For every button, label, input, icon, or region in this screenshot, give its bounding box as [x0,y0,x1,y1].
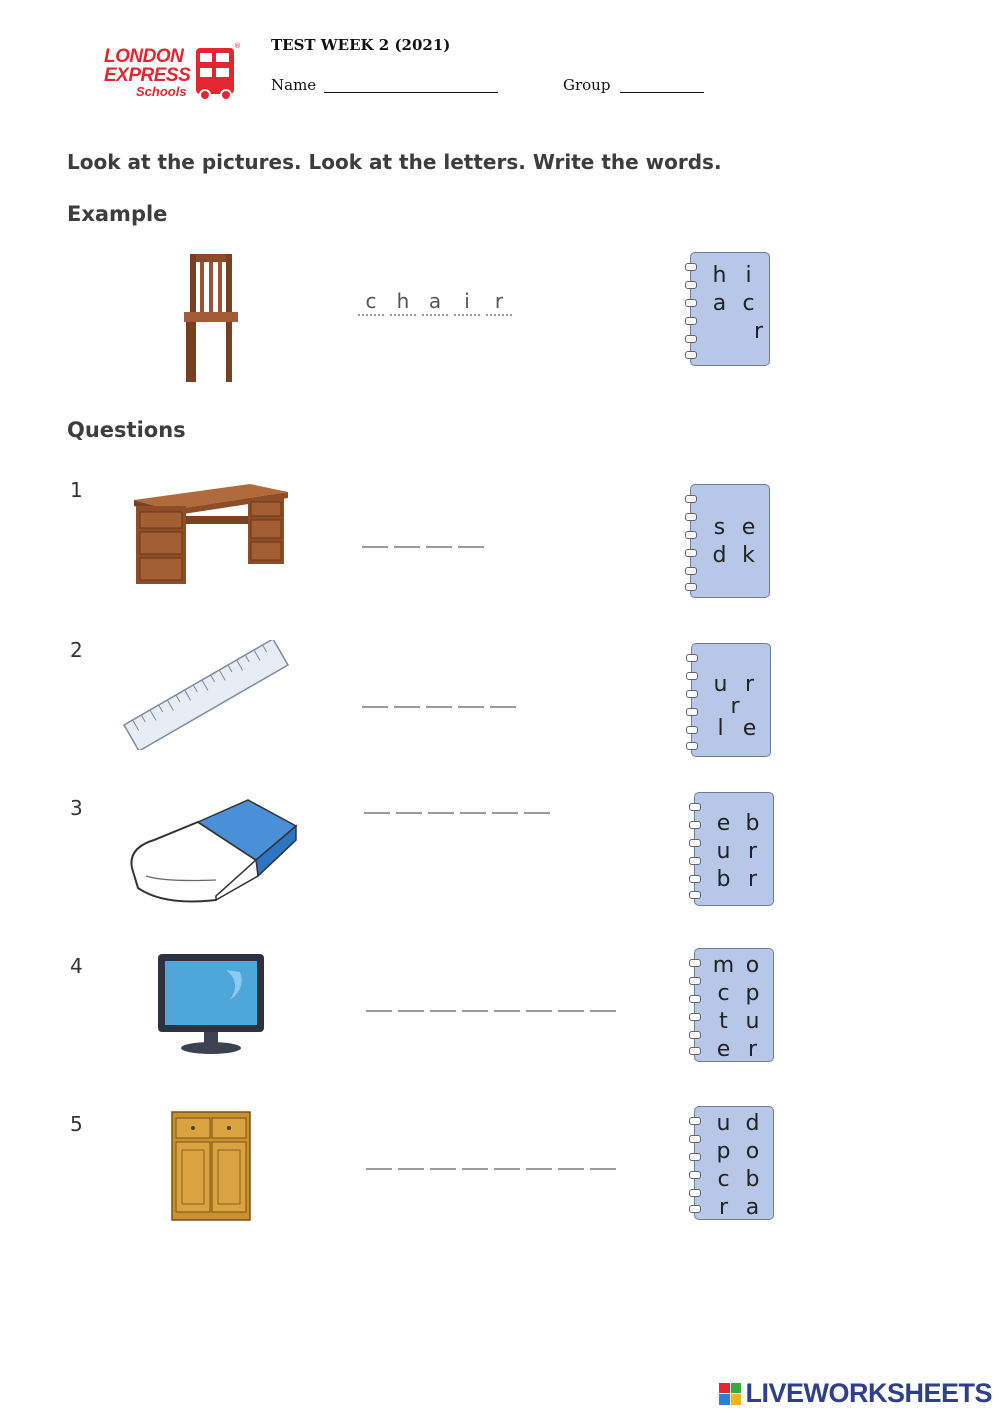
spiral-ring [689,1117,701,1125]
spiral-ring [685,351,697,359]
answer-blank[interactable] [398,1144,424,1170]
pad-letters [706,672,764,742]
pad-letter: e [716,811,731,836]
pad-letter: r [744,672,755,697]
answer-blank[interactable] [558,1144,584,1170]
spiral-ring [685,531,697,539]
logo-line-1: LONDON [104,46,184,67]
pad-letter: m [712,953,735,978]
pad-letter: r [753,319,763,344]
pad-letters [705,515,763,569]
pad-letter: u [713,672,728,697]
pad-letter: t [719,1009,728,1034]
school-logo [100,40,242,104]
example-letter: c [358,290,384,316]
answer-blank[interactable] [430,986,456,1012]
answer-blanks-2[interactable] [362,682,516,708]
name-input[interactable] [324,92,498,93]
spiral-ring [685,317,697,325]
name-label: Name [271,76,317,94]
spiral-ring [689,1047,701,1055]
answer-blank[interactable] [490,682,516,708]
answer-blank[interactable] [462,1144,488,1170]
pad-letter: r [747,867,758,892]
pad-letter: c [742,291,755,316]
answer-blank[interactable] [364,788,390,814]
example-letter: h [390,290,416,316]
example-letter: i [454,290,480,316]
answer-blank[interactable] [426,682,452,708]
example-letter: a [422,290,448,316]
cupboard-picture [170,1110,252,1222]
pad-letter: h [712,263,727,288]
answer-blank[interactable] [590,986,616,1012]
answer-blank[interactable] [526,1144,552,1170]
liveworksheets-watermark [719,1378,992,1409]
pad-letter: r [718,1195,729,1220]
spiral-ring [689,1189,701,1197]
answer-blank[interactable] [366,986,392,1012]
question-number: 3 [70,796,83,820]
example-heading: Example [67,202,168,226]
questions-heading: Questions [67,418,186,442]
answer-blank[interactable] [396,788,422,814]
spiral-ring [685,549,697,557]
rubber-picture [124,796,302,908]
pad-letters [709,811,767,893]
question-number: 4 [70,954,83,978]
question-number: 5 [70,1112,83,1136]
answer-blank[interactable] [362,682,388,708]
pad-letter: b [716,867,731,892]
spiral-ring [686,654,698,662]
answer-blank[interactable] [458,682,484,708]
group-label: Group [563,76,611,94]
spiral-ring [689,977,701,985]
answer-blanks-5[interactable] [366,1144,616,1170]
pad-letter: c [717,981,730,1006]
pad-letter: c [717,1167,730,1192]
spiral-ring [685,495,697,503]
spiral-ring [686,690,698,698]
instructions: Look at the pictures. Look at the letters. Write the words. [67,150,722,174]
answer-blanks-4[interactable] [366,986,616,1012]
pad-letter: r [747,1037,758,1062]
spiral-ring [689,1153,701,1161]
pad-letter: d [712,543,727,568]
spiral-ring [689,1031,701,1039]
spiral-ring [689,995,701,1003]
pad-letter: d [745,1111,760,1136]
pad-letter: o [745,1139,760,1164]
ruler-picture [120,640,292,750]
pad-letters [705,263,763,345]
spiral-ring [685,281,697,289]
spiral-ring [689,839,701,847]
pad-letter: b [745,811,760,836]
example-answer [358,290,512,316]
answer-blanks-3[interactable] [364,788,550,814]
test-title: TEST WEEK 2 (2021) [271,36,451,54]
spiral-ring [685,299,697,307]
pad-letter: p [745,981,760,1006]
answer-blank[interactable] [430,1144,456,1170]
spiral-ring [689,803,701,811]
answer-blank[interactable] [398,986,424,1012]
pad-letter: r [747,839,758,864]
pad-letter: s [713,515,726,540]
spiral-ring [689,959,701,967]
answer-blank[interactable] [526,986,552,1012]
pad-letter: u [716,1111,731,1136]
pad-letter: p [716,1139,731,1164]
letter-pad-3 [694,792,774,906]
pad-letter: i [745,263,752,288]
spiral-ring [689,821,701,829]
pad-letter: k [742,543,755,568]
pad-letter: o [745,953,760,978]
spiral-ring [686,708,698,716]
answer-blank[interactable] [524,788,550,814]
logo-line-2: EXPRESS [104,65,191,86]
letter-pad-1 [690,484,770,598]
pad-letter: u [745,1009,760,1034]
answer-blank[interactable] [494,1144,520,1170]
example-letter: r [486,290,512,316]
answer-blank[interactable] [462,986,488,1012]
answer-blank[interactable] [428,788,454,814]
pad-letter: a [745,1195,760,1220]
bus-icon [194,44,238,102]
answer-blank[interactable] [458,522,484,548]
pad-letters [709,953,767,1063]
spiral-ring [685,263,697,271]
pad-letter: u [716,839,731,864]
question-number: 2 [70,638,83,662]
spiral-ring [689,1013,701,1021]
letter-pad-5 [694,1106,774,1220]
spiral-ring [689,1171,701,1179]
spiral-ring [689,1205,701,1213]
spiral-ring [685,513,697,521]
spiral-ring [689,857,701,865]
logo-line-3: Schools [136,84,187,99]
answer-blank[interactable] [366,1144,392,1170]
pad-letter: e [741,515,756,540]
answer-blank[interactable] [362,522,388,548]
answer-blank[interactable] [558,986,584,1012]
pad-letter: e [716,1037,731,1062]
answer-blank[interactable] [492,788,518,814]
answer-blank[interactable] [460,788,486,814]
pad-letter: e [742,716,757,741]
pad-letters [709,1111,767,1221]
computer-picture [156,952,266,1056]
spiral-ring [689,891,701,899]
watermark-text: LIVEWORKSHEETS [745,1378,992,1408]
answer-blank[interactable] [394,522,420,548]
spiral-ring [686,726,698,734]
question-number: 1 [70,478,83,502]
pad-letter: l [717,716,724,741]
spiral-ring [689,1135,701,1143]
answer-blank[interactable] [394,682,420,708]
letter-pad-2 [691,643,771,757]
example-letter-pad [690,252,770,366]
pad-letter: b [745,1167,760,1192]
liveworksheets-icon [719,1383,741,1405]
answer-blank[interactable] [494,986,520,1012]
spiral-ring [685,583,697,591]
answer-blanks-1[interactable] [362,522,484,548]
answer-blank[interactable] [426,522,452,548]
spiral-ring [686,742,698,750]
pad-letter: a [712,291,727,316]
answer-blank[interactable] [590,1144,616,1170]
letter-pad-4 [694,948,774,1062]
registered-mark: ® [234,42,241,50]
spiral-ring [686,672,698,680]
group-input[interactable] [620,92,704,93]
spiral-ring [685,567,697,575]
desk-picture [130,482,292,592]
spiral-ring [685,335,697,343]
pad-letter: r [730,694,740,719]
chair-picture [180,250,242,384]
spiral-ring [689,875,701,883]
